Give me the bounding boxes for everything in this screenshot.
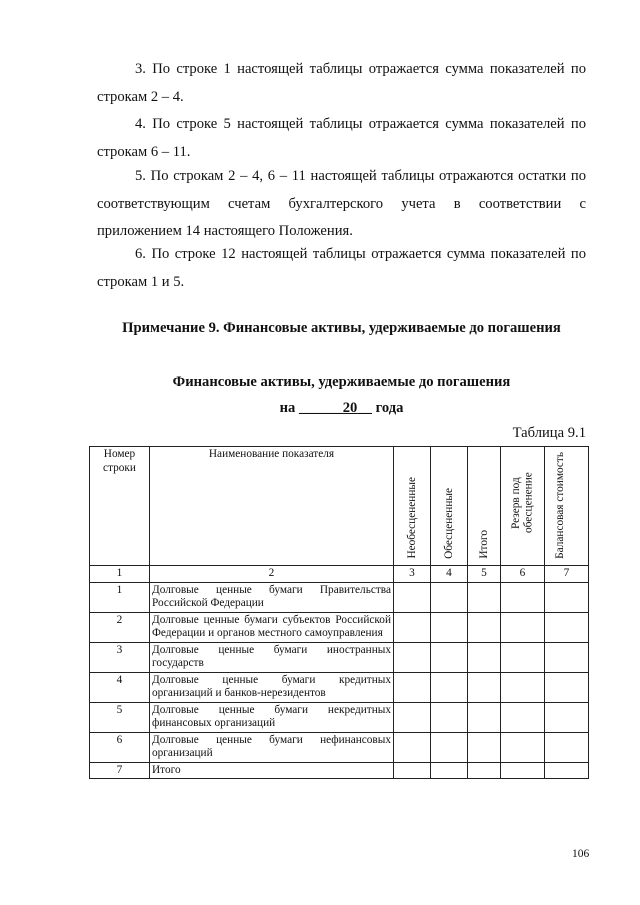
row-number: 7 <box>90 762 150 779</box>
value-cell <box>501 702 545 732</box>
column-number: 4 <box>431 566 468 583</box>
value-cell <box>468 762 501 779</box>
table-title: Финансовые активы, удерживаемые до погашения <box>172 374 511 390</box>
page-number: 106 <box>572 848 590 860</box>
value-cell <box>545 582 589 612</box>
row-number: 1 <box>90 582 150 612</box>
header-unimpaired: Необесцененные <box>394 447 431 566</box>
table-row <box>90 642 589 672</box>
row-name: Долговые ценные бумаги некредитных финансовых организаций <box>150 702 394 732</box>
table-row <box>90 702 589 732</box>
value-cell <box>501 672 545 702</box>
column-number: 1 <box>90 566 150 583</box>
paragraph-6: 6. По строке 12 настоящей таблицы отражается сумма показателей по строкам 1 и 5. <box>97 246 586 290</box>
value-cell <box>501 582 545 612</box>
column-number-row <box>90 566 589 583</box>
note-heading: Примечание 9. Финансовые активы, удерживаемые до погашения <box>122 320 561 336</box>
value-cell <box>545 702 589 732</box>
table-row <box>90 582 589 612</box>
table-label: Таблица 9.1 <box>512 425 586 441</box>
column-number: 3 <box>394 566 431 583</box>
paragraph-5: 5. По строкам 2 – 4, 6 – 11 настоящей таблицы отражаются остатки по соответствующим счетам бухгалтерского учета в соответствии с приложением 14 настоящего Положения. <box>97 168 586 239</box>
value-cell <box>431 672 468 702</box>
value-cell <box>468 732 501 762</box>
value-cell <box>394 642 431 672</box>
row-name: Долговые ценные бумаги иностранных государств <box>150 642 394 672</box>
value-cell <box>431 612 468 642</box>
date-suffix: года <box>375 400 404 416</box>
date-year: 20 <box>342 400 358 416</box>
column-number: 6 <box>501 566 545 583</box>
row-number: 6 <box>90 732 150 762</box>
value-cell <box>468 702 501 732</box>
value-cell <box>468 582 501 612</box>
row-number: 2 <box>90 612 150 642</box>
paragraph-3: 3. По строке 1 настоящей таблицы отражается сумма показателей по строкам 2 – 4. <box>97 61 586 105</box>
value-cell <box>431 642 468 672</box>
column-number: 5 <box>468 566 501 583</box>
column-number: 2 <box>150 566 394 583</box>
header-total: Итого <box>468 447 501 566</box>
row-name: Долговые ценные бумаги нефинансовых организаций <box>150 732 394 762</box>
value-cell <box>394 612 431 642</box>
header-carrying-value: Балансовая стоимость <box>545 447 589 566</box>
value-cell <box>468 612 501 642</box>
value-cell <box>394 582 431 612</box>
value-cell <box>545 612 589 642</box>
date-year-blank: __ <box>357 400 372 416</box>
value-cell <box>545 672 589 702</box>
financial-assets-table <box>89 446 589 779</box>
date-blank: ______ <box>298 400 343 416</box>
value-cell <box>394 702 431 732</box>
value-cell <box>431 702 468 732</box>
row-name: Итого <box>150 762 394 779</box>
value-cell <box>501 612 545 642</box>
header-indicator-name: Наименование показателя <box>150 447 394 566</box>
header-row <box>90 447 589 566</box>
paragraph-4: 4. По строке 5 настоящей таблицы отражается сумма показателей по строкам 6 – 11. <box>97 116 586 160</box>
value-cell <box>468 642 501 672</box>
row-name: Долговые ценные бумаги Правительства Российской Федерации <box>150 582 394 612</box>
row-number: 3 <box>90 642 150 672</box>
value-cell <box>501 642 545 672</box>
value-cell <box>394 672 431 702</box>
table-row <box>90 732 589 762</box>
column-number: 7 <box>545 566 589 583</box>
value-cell <box>431 732 468 762</box>
value-cell <box>431 582 468 612</box>
value-cell <box>501 732 545 762</box>
value-cell <box>394 762 431 779</box>
row-name: Долговые ценные бумаги субъектов Российской Федерации и органов местного самоуправления <box>150 612 394 642</box>
value-cell <box>545 762 589 779</box>
row-name: Долговые ценные бумаги кредитных организаций и банков-нерезидентов <box>150 672 394 702</box>
value-cell <box>468 672 501 702</box>
value-cell <box>501 762 545 779</box>
header-impaired: Обесцененные <box>431 447 468 566</box>
table-row <box>90 612 589 642</box>
header-impairment-reserve: Резерв под обесценение <box>501 447 545 566</box>
value-cell <box>545 732 589 762</box>
value-cell <box>545 642 589 672</box>
table-row <box>90 672 589 702</box>
value-cell <box>394 732 431 762</box>
header-row-number: Номер строки <box>90 447 150 566</box>
row-number: 4 <box>90 672 150 702</box>
table-row-total <box>90 762 589 779</box>
value-cell <box>431 762 468 779</box>
date-prefix: на <box>279 400 296 416</box>
row-number: 5 <box>90 702 150 732</box>
date-line <box>97 400 586 417</box>
